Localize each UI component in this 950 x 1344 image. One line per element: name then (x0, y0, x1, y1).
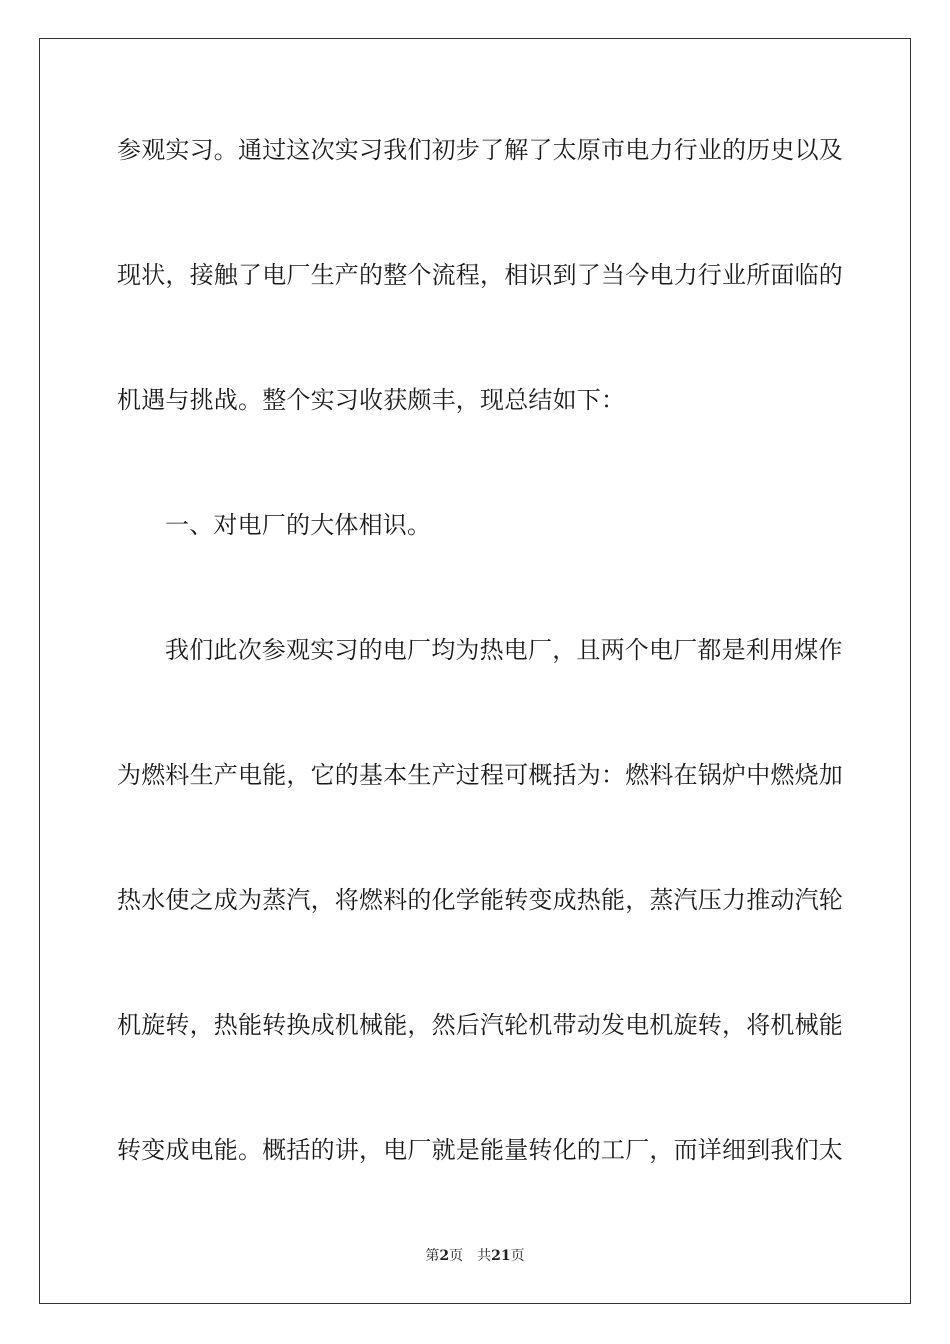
footer-total-suffix: 页 (510, 1248, 525, 1264)
body-line-9: 转变成电能。概括的讲，电厂就是能量转化的工厂，而详细到我们太 (117, 1136, 843, 1164)
footer-page-prefix: 第 (425, 1248, 440, 1264)
body-line-8: 机旋转，热能转换成机械能，然后汽轮机带动发电机旋转，将机械能 (117, 1011, 843, 1039)
page-footer (0, 1246, 950, 1266)
footer-total-pages: 21 (491, 1248, 511, 1264)
body-line-5: 我们此次参观实习的电厂均为热电厂，且两个电厂都是利用煤作 (165, 636, 843, 664)
footer-page-suffix: 页 (449, 1248, 464, 1264)
page-border (39, 38, 911, 1304)
body-line-1: 参观实习。通过这次实习我们初步了解了太原市电力行业的历史以及 (117, 136, 843, 164)
footer-total-prefix: 共 (477, 1248, 492, 1264)
footer-page-number: 2 (439, 1248, 450, 1264)
section-heading: 一、对电厂的大体相识。 (165, 511, 432, 539)
body-line-3: 机遇与挑战。整个实习收获颇丰，现总结如下： (117, 386, 626, 414)
body-line-7: 热水使之成为蒸汽，将燃料的化学能转变成热能，蒸汽压力推动汽轮 (117, 886, 843, 914)
body-line-2: 现状，接触了电厂生产的整个流程，相识到了当今电力行业所面临的 (117, 261, 843, 289)
body-line-6: 为燃料生产电能，它的基本生产过程可概括为：燃料在锅炉中燃烧加 (117, 761, 843, 789)
